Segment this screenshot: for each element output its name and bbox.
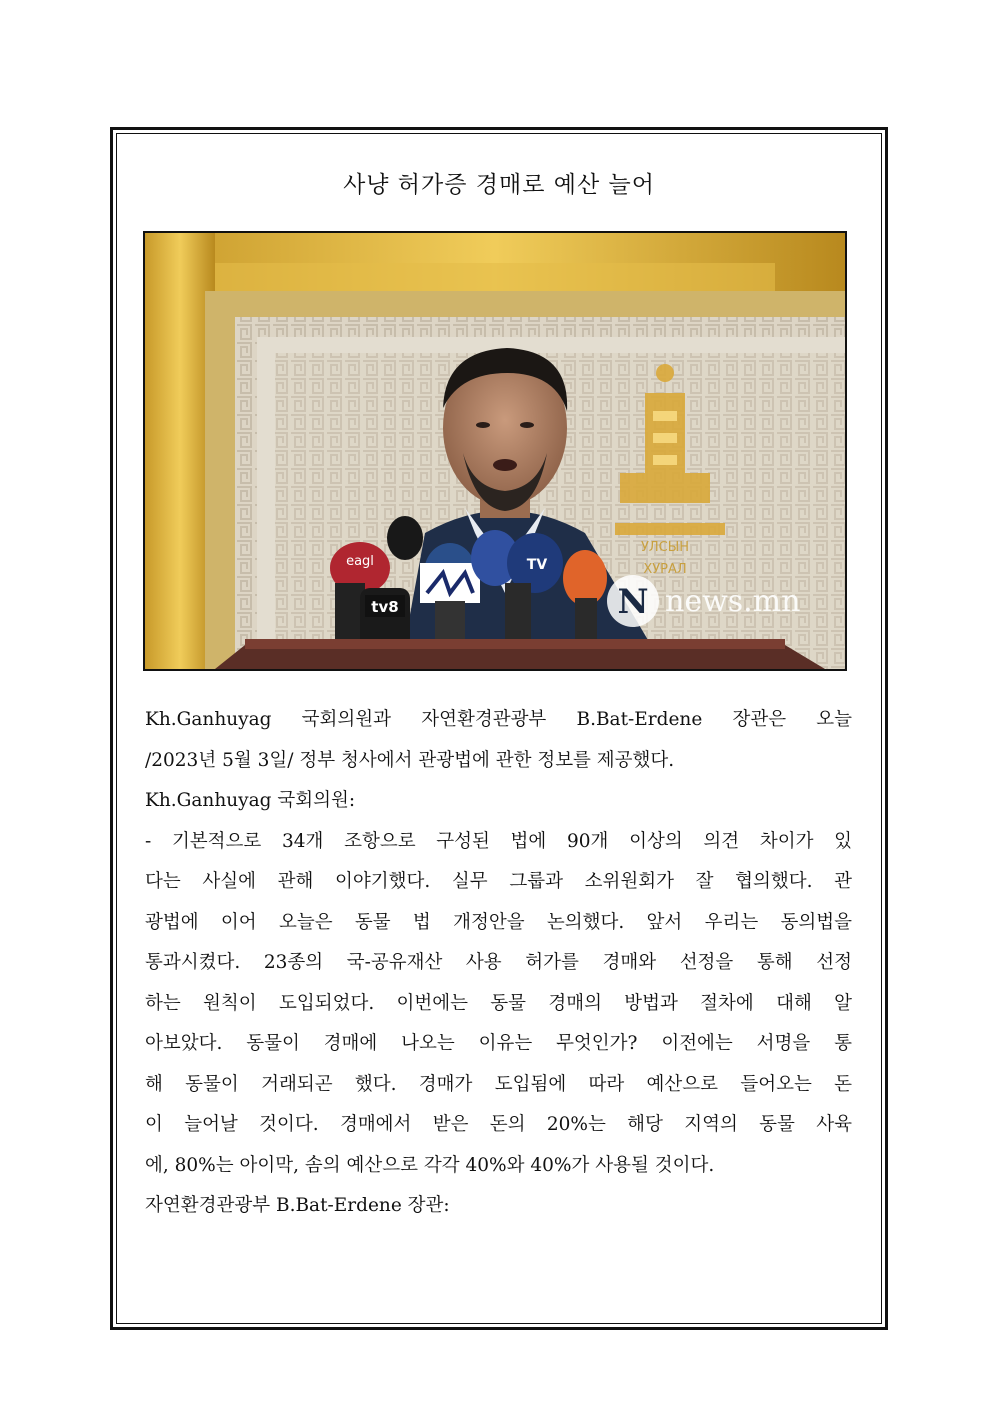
emblem-text-1: УЛСЫН	[640, 540, 690, 555]
paragraph-line: Kh.Ganhuyag 국회의원과 자연환경관광부 B.Bat-Erdene 장관은 오늘	[145, 709, 852, 730]
article-body	[145, 700, 852, 1227]
paragraph-line: 에, 80%는 아이막, 솜의 예산으로 각각 40%와 40%가 사용될 것이다.	[145, 1154, 715, 1176]
paragraph-line: 하는 원칙이 도입되었다. 이번에는 동물 경매의 방법과 절차에 대해 알	[145, 992, 852, 1014]
paragraph-line: 다는 사실에 관해 이야기했다. 실무 그룹과 소위원회가 잘 협의했다. 관	[145, 871, 852, 892]
mic-label-eagl: eagl	[346, 554, 374, 569]
document-inner-frame	[116, 133, 882, 1324]
paragraph	[145, 822, 852, 1187]
mic-label-tv: TV	[526, 557, 548, 573]
paragraph	[145, 781, 852, 822]
paragraph-line: - 기본적으로 34개 조항으로 구성된 법에 90개 이상의 의견 차이가 있	[145, 830, 852, 852]
paragraph	[145, 1186, 852, 1227]
article-title: 사냥 허가증 경매로 예산 늘어	[343, 172, 655, 198]
paragraph-line: 통과시켰다. 23종의 국-공유재산 사용 허가를 경매와 선정을 통해 선정	[145, 952, 852, 973]
mic-label-tv8: tv8	[371, 598, 399, 616]
emblem-text-2: ХУРАЛ	[643, 562, 687, 577]
paragraph-line: 해 동물이 거래되곤 했다. 경매가 도입됨에 따라 예산으로 들어오는 돈	[145, 1073, 852, 1095]
watermark-text: news.mn	[665, 584, 801, 619]
paragraph-line: Kh.Ganhuyag 국회의원:	[145, 790, 356, 811]
paragraph-line: 자연환경관광부 B.Bat-Erdene 장관:	[145, 1195, 450, 1216]
document-frame	[110, 127, 888, 1330]
paragraph-line: 이 늘어날 것이다. 경매에서 받은 돈의 20%는 해당 지역의 동물 사육	[145, 1114, 852, 1135]
watermark-logo-letter: N	[617, 582, 649, 622]
paragraph-line: 광법에 이어 오늘은 동물 법 개정안을 논의했다. 앞서 우리는 동의법을	[145, 911, 852, 933]
paragraph-line: /2023년 5월 3일/ 정부 청사에서 관광법에 관한 정보를 제공했다.	[145, 749, 675, 771]
paragraph	[145, 700, 852, 781]
article-photo	[143, 231, 847, 671]
paragraph-line: 아보았다. 동물이 경매에 나오는 이유는 무엇인가? 이전에는 서명을 통	[145, 1033, 852, 1054]
